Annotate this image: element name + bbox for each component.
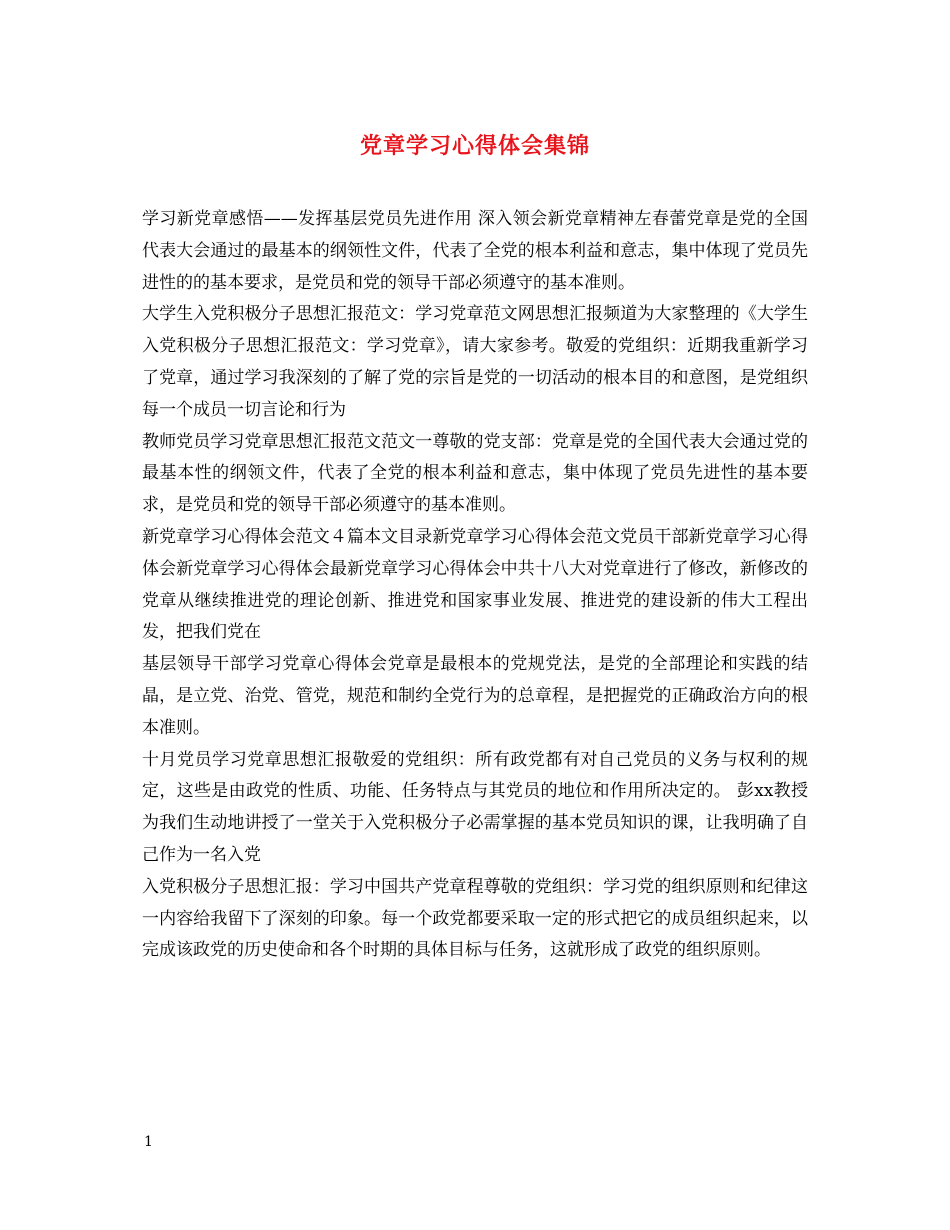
- paragraph-6: 十月党员学习党章思想汇报敬爱的党组织：所有政党都有对自己党员的义务与权利的规定，这些是由政党的性质、功能、任务特点与其党员的地位和作用所决定的。 彭xx教授为我们生动地讲授了一堂关于入党积极分子必需掌握的基本党员知识的课，让我明确了自己作为一名入党: [142, 749, 808, 865]
- paragraph-4: 新党章学习心得体会范文４篇本文目录新党章学习心得体会范文党员干部新党章学习心得体会新党章学习心得体会最新党章学习心得体会中共十八大对党章进行了修改，新修改的党章从继续推进党的理论创新、推进党和国家事业发展、推进党的建设新的伟大工程出发，把我们党在: [142, 526, 808, 643]
- document-title: 党章学习心得体会集锦: [359, 133, 590, 159]
- paragraph-2: 大学生入党积极分子思想汇报范文：学习党章范文网思想汇报频道为大家整理的《大学生入党积极分子思想汇报范文：学习党章》，请大家参考。敬爱的党组织：近期我重新学习了党章，通过学习我深刻的了解了党的宗旨是党的一切活动的根本目的和意图，是党组织每一个成员一切言论和行为: [142, 304, 808, 420]
- paragraph-1: 学习新党章感悟——发挥基层党员先进作用 深入领会新党章精神左春蕾党章是党的全国代表大会通过的最基本的纲领性文件，代表了全党的根本利益和意志，集中体现了党员先进性的的基本要求，是党员和党的领导干部必须遵守的基本准则。: [142, 209, 808, 293]
- page-number: 1: [144, 1134, 153, 1150]
- document-body: [142, 204, 808, 967]
- paragraph-3: 教师党员学习党章思想汇报范文范文一尊敬的党支部：党章是党的全国代表大会通过党的最基本性的纲领文件，代表了全党的根本利益和意志，集中体现了党员先进性的基本要求，是党员和党的领导干部必须遵守的基本准则。: [142, 431, 808, 516]
- paragraph-5: 基层领导干部学习党章心得体会党章是最根本的党规党法，是党的全部理论和实践的结晶，是立党、治党、管党，规范和制约全党行为的总章程，是把握党的正确政治方向的根本准则。: [142, 654, 808, 738]
- paragraph-7: 入党积极分子思想汇报：学习中国共产党章程尊敬的党组织：学习党的组织原则和纪律这一内容给我留下了深刻的印象。每一个政党都要采取一定的形式把它的成员组织起来，以完成该政党的历史使命和各个时期的具体目标与任务，这就形成了政党的组织原则。: [142, 876, 808, 961]
